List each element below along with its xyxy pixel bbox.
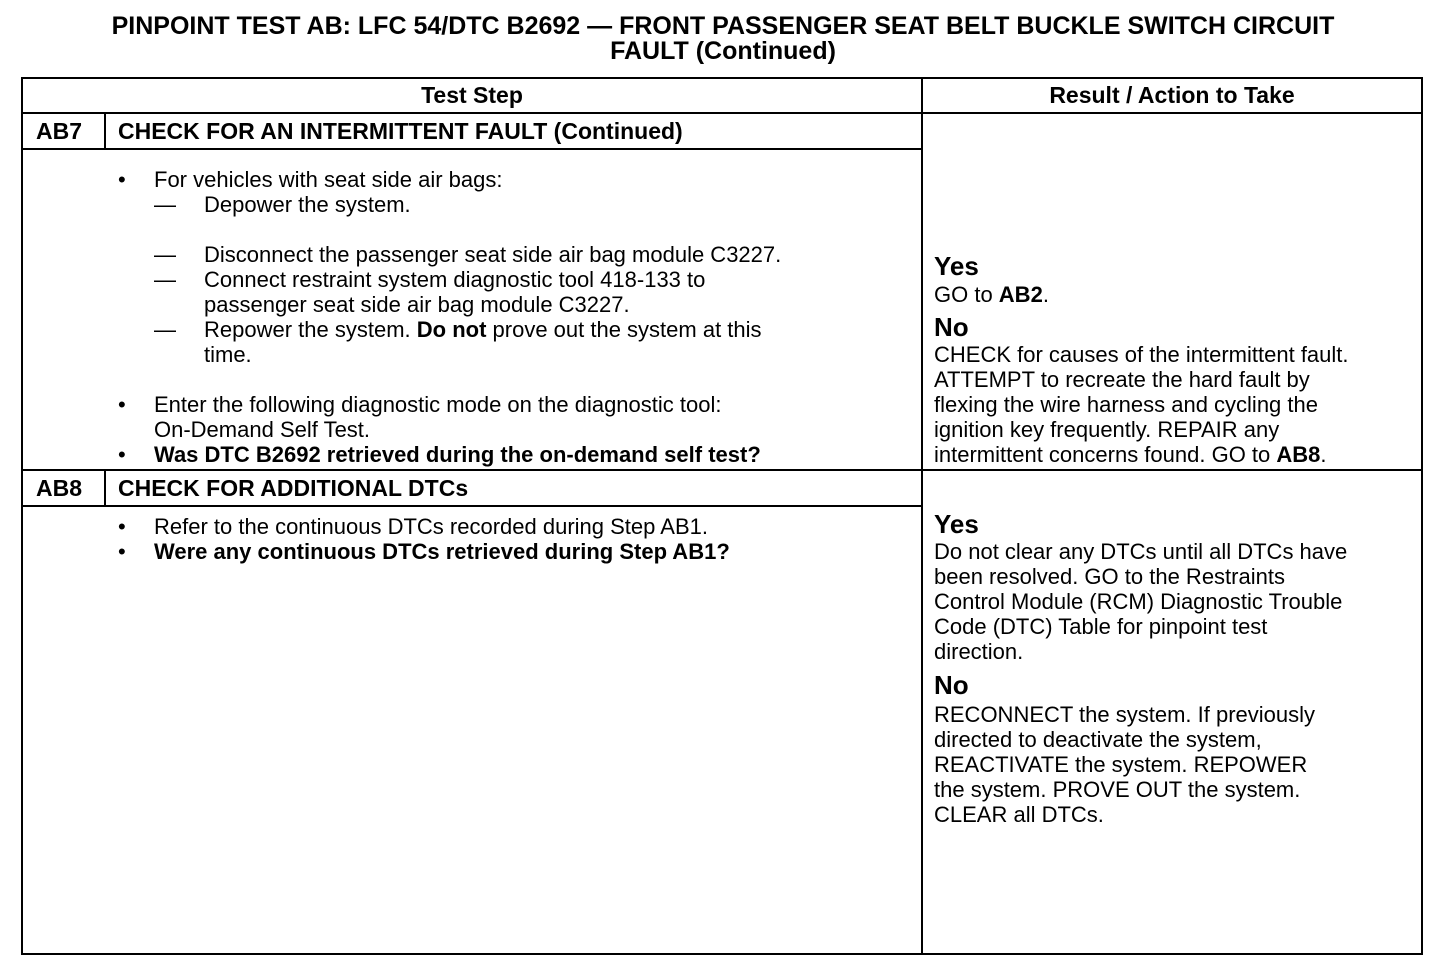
bullet-icon: • (118, 167, 126, 192)
step-id-ab8: AB8 (36, 475, 83, 501)
dash-icon: — (154, 267, 176, 292)
ab8-no-line-1: RECONNECT the system. If previously (934, 702, 1316, 727)
ab7-no-line-3: flexing the wire harness and cycling the (934, 392, 1318, 417)
ab8-question: Were any continuous DTCs retrieved during Step AB1? (154, 539, 730, 564)
ab7-no-line-4: ignition key frequently. REPAIR any (934, 417, 1280, 442)
ab7-no-line-2: ATTEMPT to recreate the hard fault by (934, 367, 1310, 392)
ab7-yes-target: AB2 (998, 282, 1043, 307)
ab7-bullet-1: For vehicles with seat side air bags: (154, 167, 503, 192)
header-result: Result / Action to Take (1049, 82, 1295, 108)
ab7-yes-pre: GO to (934, 282, 999, 307)
column-divider (921, 77, 923, 955)
ab8-heading-divider (21, 505, 923, 507)
ab8-yes-heading: Yes (934, 509, 979, 539)
ab7-id-divider (104, 112, 106, 150)
ab7-bullet-2-line-2: On-Demand Self Test. (154, 417, 371, 442)
ab8-yes-line-5: direction. (934, 639, 1024, 664)
ab7-dash-4-line-1 (204, 317, 762, 342)
bullet-icon: • (118, 392, 126, 417)
dash-icon: — (154, 317, 176, 342)
header-test-step: Test Step (421, 82, 523, 108)
ab7-no-target: AB8 (1276, 442, 1321, 467)
ab7-yes-heading: Yes (934, 251, 979, 281)
step-heading-ab8: CHECK FOR ADDITIONAL DTCs (118, 475, 469, 501)
title-line-2: FAULT (Continued) (610, 37, 836, 65)
ab7-question: Was DTC B2692 retrieved during the on-demand self test? (154, 442, 761, 467)
ab7-dash-3-line-1: Connect restraint system diagnostic tool 418-133 to (204, 267, 706, 292)
ab7-yes-action (934, 282, 1049, 307)
dash-icon: — (154, 242, 176, 267)
ab7-dash-3-line-2: passenger seat side air bag module C3227. (204, 292, 630, 317)
ab8-no-heading: No (934, 670, 969, 700)
title-line-1: PINPOINT TEST AB: LFC 54/DTC B2692 — FRONT PASSENGER SEAT BELT BUCKLE SWITCH CIRCUIT (111, 12, 1335, 40)
ab7-no-line-1: CHECK for causes of the intermittent fault. (934, 342, 1349, 367)
ab7-no-heading: No (934, 312, 969, 342)
ab8-no-line-4: the system. PROVE OUT the system. (934, 777, 1301, 802)
ab7-heading-divider (21, 148, 923, 150)
ab8-no-line-5: CLEAR all DTCs. (934, 802, 1104, 827)
ab8-no-line-3: REACTIVATE the system. REPOWER (934, 752, 1308, 777)
ab8-yes-line-3: Control Module (RCM) Diagnostic Trouble (934, 589, 1343, 614)
ab8-bullet-1: Refer to the continuous DTCs recorded during Step AB1. (154, 514, 708, 539)
bullet-icon: • (118, 539, 126, 564)
ab7-yes-post: . (1042, 282, 1049, 307)
ab8-yes-line-4: Code (DTC) Table for pinpoint test (934, 614, 1268, 639)
ab8-no-line-2: directed to deactivate the system, (934, 727, 1262, 752)
ab8-yes-line-1: Do not clear any DTCs until all DTCs have (934, 539, 1348, 564)
ab7-no-line-5-pre: intermittent concerns found. GO to (934, 442, 1277, 467)
ab7-bullet-2-line-1: Enter the following diagnostic mode on the diagnostic tool: (154, 392, 722, 417)
ab7-dash-2: Disconnect the passenger seat side air bag module C3227. (204, 242, 782, 267)
ab7-dash-4-emphasis: Do not (416, 317, 487, 342)
ab7-dash-4-post: prove out the system at this (486, 317, 762, 342)
step-id-ab7: AB7 (36, 118, 83, 144)
bullet-icon: • (118, 514, 126, 539)
dash-icon: — (154, 192, 176, 217)
ab7-no-line-5 (934, 442, 1327, 467)
step-heading-ab7: CHECK FOR AN INTERMITTENT FAULT (Continued) (118, 118, 683, 144)
ab7-no-line-5-post: . (1320, 442, 1327, 467)
page-title (20, 14, 1426, 64)
ab7-dash-4-pre: Repower the system. (204, 317, 417, 342)
ab7-dash-1: Depower the system. (204, 192, 411, 217)
ab7-dash-4-line-2: time. (204, 342, 252, 367)
bullet-icon: • (118, 442, 126, 467)
ab8-id-divider (104, 469, 106, 507)
ab8-yes-line-2: been resolved. GO to the Restraints (934, 564, 1285, 589)
